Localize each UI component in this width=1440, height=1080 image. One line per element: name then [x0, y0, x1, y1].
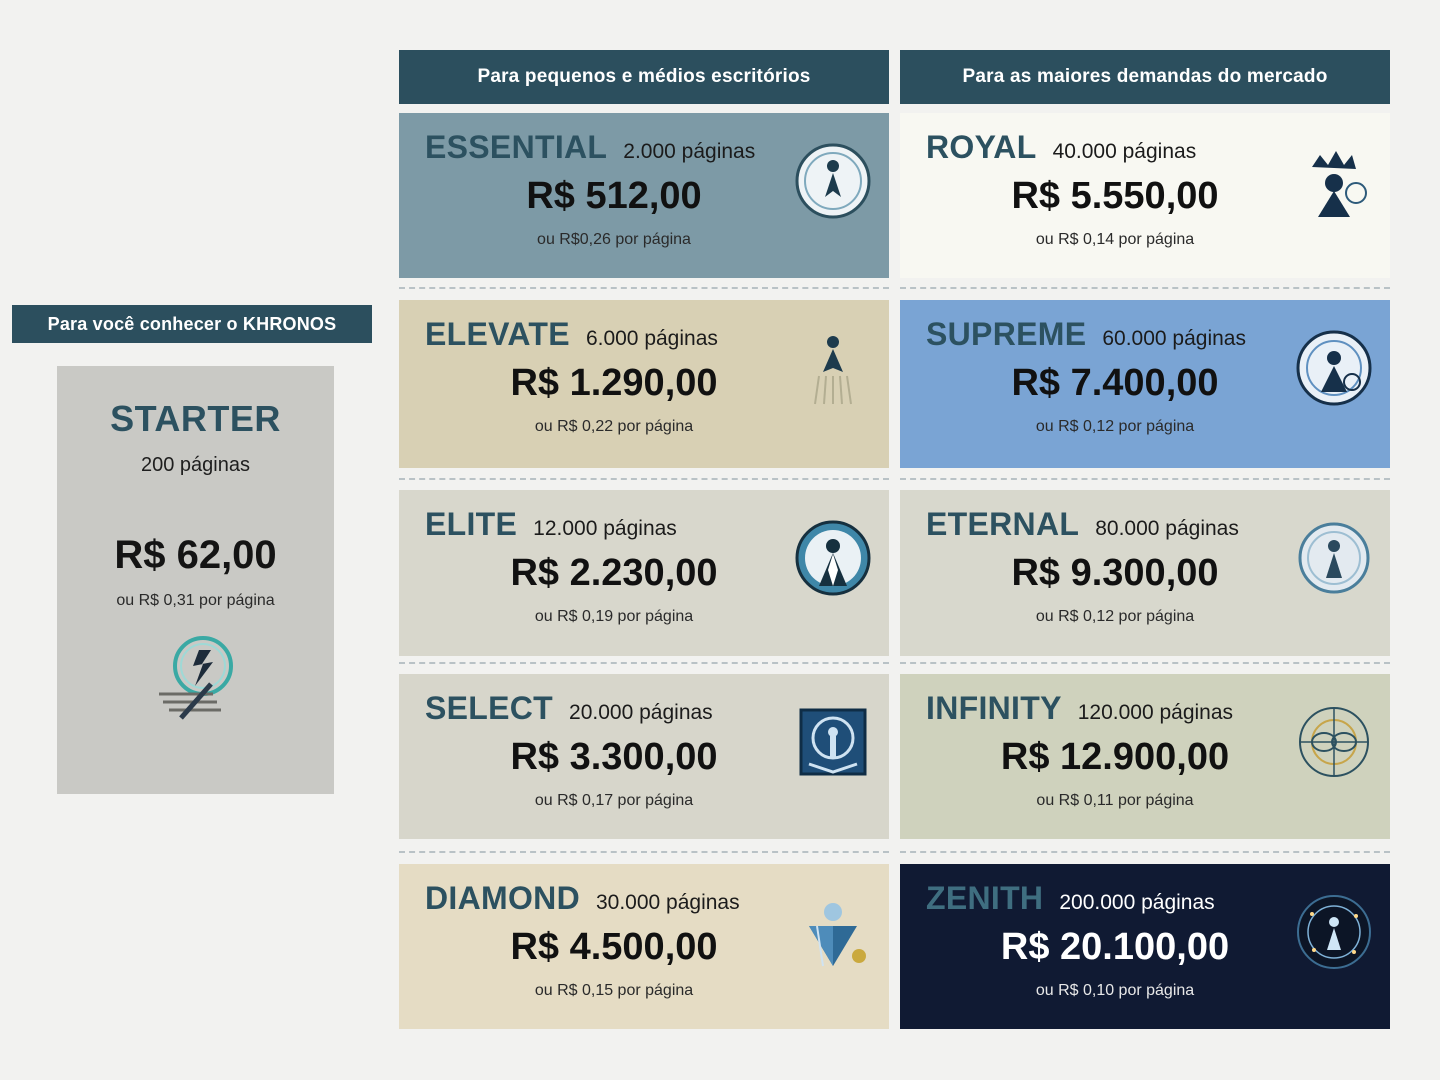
plan-pages: 200 páginas — [141, 454, 250, 476]
plan-card-infinity[interactable] — [900, 674, 1390, 839]
plan-pages: 30.000 páginas — [595, 891, 740, 914]
eternal-ring-icon — [1294, 518, 1374, 598]
plan-name: STARTER — [110, 398, 281, 439]
plan-name: ESSENTIAL — [425, 129, 608, 165]
plan-card-zenith[interactable] — [900, 864, 1390, 1029]
row-separator — [900, 478, 1390, 480]
shield-crest-icon — [793, 702, 873, 782]
plan-price: R$ 62,00 — [114, 533, 277, 577]
supreme-medallion-icon — [1294, 328, 1374, 408]
crown-figure-icon — [1294, 141, 1374, 221]
plan-unit-price: ou R$0,26 por página — [537, 231, 691, 248]
plan-card-select[interactable] — [399, 674, 889, 839]
plan-pages: 6.000 páginas — [585, 327, 718, 350]
plan-name: DIAMOND — [425, 880, 580, 916]
plan-unit-price: ou R$ 0,15 por página — [534, 982, 694, 999]
plan-card-elevate[interactable] — [399, 300, 889, 468]
plan-price: R$ 2.230,00 — [510, 552, 718, 594]
plan-price: R$ 9.300,00 — [1011, 552, 1219, 594]
plan-price: R$ 512,00 — [526, 175, 702, 217]
plan-pages: 2.000 páginas — [623, 140, 756, 163]
plan-unit-price: ou R$ 0,12 por página — [1035, 418, 1195, 435]
plan-price: R$ 5.550,00 — [1011, 175, 1219, 217]
row-separator — [900, 851, 1390, 853]
plan-pages: 200.000 páginas — [1059, 891, 1215, 914]
plan-pages: 20.000 páginas — [569, 701, 713, 724]
plan-name: ROYAL — [926, 129, 1037, 165]
plan-card-elite[interactable] — [399, 490, 889, 656]
plan-unit-price: ou R$ 0,14 por página — [1035, 231, 1195, 248]
diamond-icon — [793, 892, 873, 972]
plan-name: ELITE — [425, 506, 518, 542]
plan-card-eternal[interactable] — [900, 490, 1390, 656]
row-separator — [399, 287, 889, 289]
row-separator — [399, 478, 889, 480]
row-separator — [399, 851, 889, 853]
plan-card-essential[interactable] — [399, 113, 889, 278]
plan-price: R$ 20.100,00 — [1000, 926, 1230, 968]
plan-pages: 120.000 páginas — [1077, 701, 1234, 724]
plan-price: R$ 3.300,00 — [510, 736, 718, 778]
plan-unit-price: ou R$ 0,31 por página — [116, 592, 275, 609]
plan-pages: 80.000 páginas — [1095, 517, 1239, 540]
plan-card-starter[interactable] — [57, 366, 334, 794]
plan-name: INFINITY — [926, 690, 1062, 726]
plan-price: R$ 7.400,00 — [1011, 362, 1219, 404]
suit-medallion-icon — [793, 518, 873, 598]
plan-card-supreme[interactable] — [900, 300, 1390, 468]
column-header-left: Para você conhecer o KHRONOS — [12, 305, 372, 343]
column-header-middle: Para pequenos e médios escritórios — [399, 50, 889, 104]
plan-unit-price: ou R$ 0,11 por página — [1036, 792, 1194, 809]
plan-card-diamond[interactable] — [399, 864, 889, 1029]
plan-unit-price: ou R$ 0,17 por página — [534, 792, 694, 809]
plan-unit-price: ou R$ 0,10 por página — [1035, 982, 1195, 999]
plan-name: SUPREME — [926, 316, 1087, 352]
plan-name: ELEVATE — [425, 316, 570, 352]
plan-price: R$ 12.900,00 — [1000, 736, 1230, 778]
plan-name: SELECT — [425, 690, 554, 726]
plan-unit-price: ou R$ 0,12 por página — [1035, 608, 1195, 625]
plan-pages: 40.000 páginas — [1052, 140, 1197, 163]
row-separator — [900, 662, 1390, 664]
plan-name: ETERNAL — [926, 506, 1080, 542]
plan-card-royal[interactable] — [900, 113, 1390, 278]
plan-price: R$ 4.500,00 — [510, 926, 718, 968]
plan-pages: 12.000 páginas — [533, 517, 677, 540]
plan-unit-price: ou R$ 0,19 por página — [534, 608, 694, 625]
plan-name: ZENITH — [926, 880, 1044, 916]
runner-emblem-icon — [141, 632, 251, 733]
infinity-compass-icon — [1294, 702, 1374, 782]
plan-pages: 60.000 páginas — [1102, 327, 1246, 350]
rising-figure-icon — [793, 328, 873, 408]
plan-price: R$ 1.290,00 — [510, 362, 718, 404]
plan-unit-price: ou R$ 0,22 por página — [534, 418, 694, 435]
row-separator — [900, 287, 1390, 289]
column-header-right: Para as maiores demandas do mercado — [900, 50, 1390, 104]
figure-in-circle-icon — [793, 141, 873, 221]
row-separator — [399, 662, 889, 664]
zenith-cosmos-icon — [1294, 892, 1374, 972]
